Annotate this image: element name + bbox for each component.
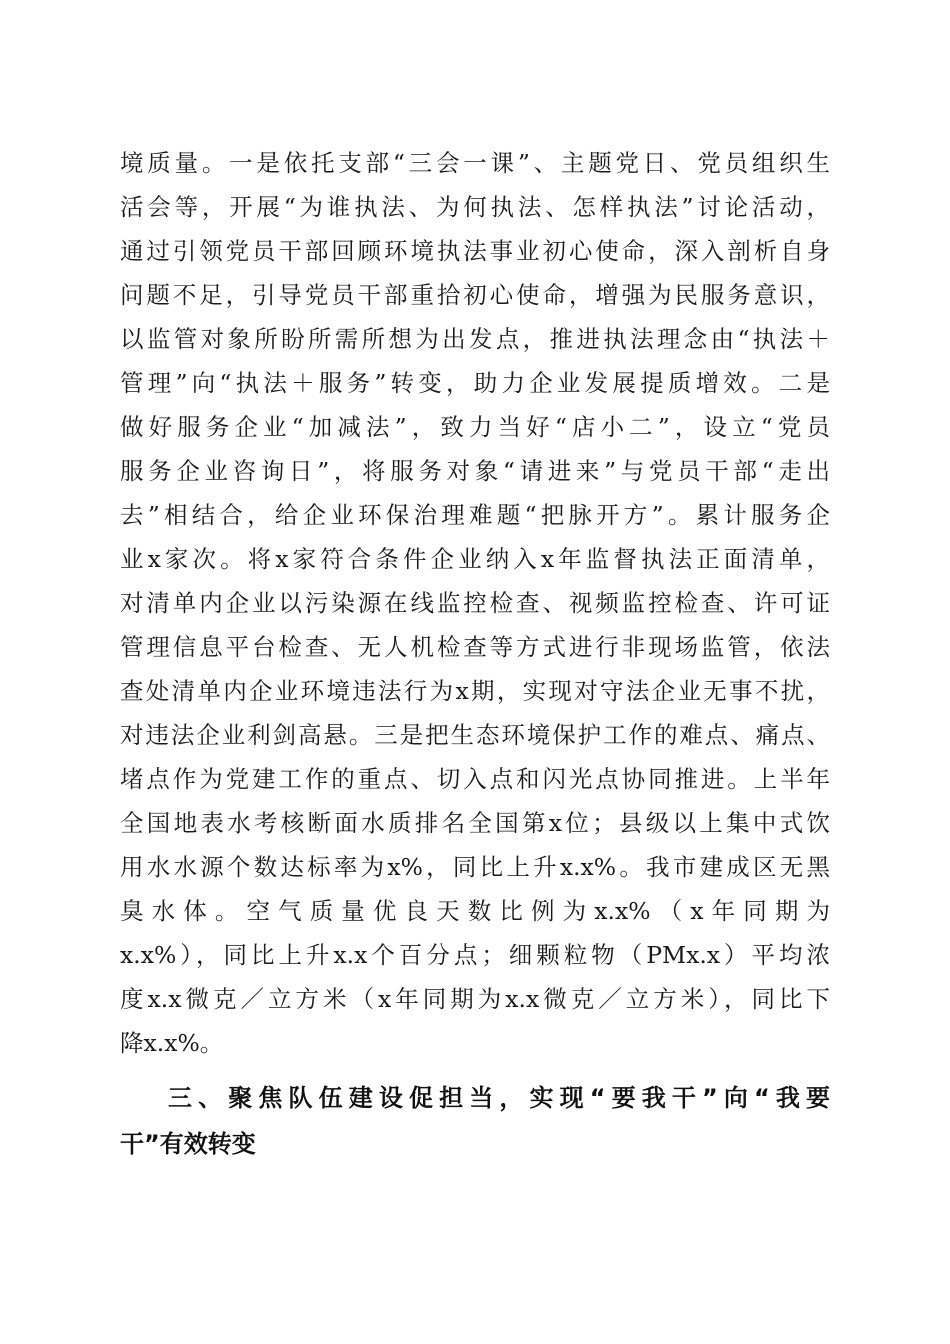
- paragraph-line: 臭水体。空气质量优良天数比例为x.x%（x年同期为: [120, 897, 830, 925]
- paragraph-line: 查处清单内企业环境违法行为x期，实现对守法企业无事不扰，: [120, 677, 830, 705]
- paragraph-line: 通过引领党员干部回顾环境执法事业初心使命，深入剖析自身: [120, 237, 830, 265]
- paragraph-line: 管理”向“执法＋服务”转变，助力企业发展提质增效。二是: [120, 369, 830, 397]
- paragraph-line: 堵点作为党建工作的重点、切入点和闪光点协同推进。上半年: [120, 765, 830, 793]
- paragraph-line: 活会等，开展“为谁执法、为何执法、怎样执法”讨论活动，: [120, 193, 830, 221]
- paragraph-line: 管理信息平台检查、无人机检查等方式进行非现场监管，依法: [120, 633, 830, 661]
- paragraph-line: 用水水源个数达标率为x%，同比上升x.x%。我市建成区无黑: [120, 853, 830, 881]
- paragraph-line: 去”相结合，给企业环保治理难题“把脉开方”。累计服务企: [120, 501, 830, 529]
- paragraph-line: 业x家次。将x家符合条件企业纳入x年监督执法正面清单，: [120, 545, 830, 573]
- paragraph-line: 度x.x微克／立方米（x年同期为x.x微克／立方米），同比下: [120, 985, 830, 1013]
- paragraph-line: 对违法企业利剑高悬。三是把生态环境保护工作的难点、痛点、: [120, 721, 830, 749]
- paragraph-line: 以监管对象所盼所需所想为出发点，推进执法理念由“执法＋: [120, 325, 830, 353]
- paragraph-line: x.x%），同比上升x.x个百分点；细颗粒物（PMx.x）平均浓: [120, 941, 830, 969]
- paragraph-line: 对清单内企业以污染源在线监控检查、视频监控检查、许可证: [120, 589, 830, 617]
- paragraph-line: 服务企业咨询日”，将服务对象“请进来”与党员干部“走出: [120, 457, 830, 485]
- section-heading-line: 三、聚焦队伍建设促担当，实现“要我干”向“我要: [168, 1084, 830, 1112]
- paragraph-line: 境质量。一是依托支部“三会一课”、主题党日、党员组织生: [120, 149, 830, 177]
- section-heading-line: 干”有效转变: [120, 1130, 256, 1158]
- paragraph-line: 做好服务企业“加减法”，致力当好“店小二”，设立“党员: [120, 413, 830, 441]
- paragraph-line: 问题不足，引导党员干部重拾初心使命，增强为民服务意识，: [120, 281, 830, 309]
- paragraph-line: 全国地表水考核断面水质排名全国第x位；县级以上集中式饮: [120, 809, 830, 837]
- paragraph-line: 降x.x%。: [120, 1029, 224, 1057]
